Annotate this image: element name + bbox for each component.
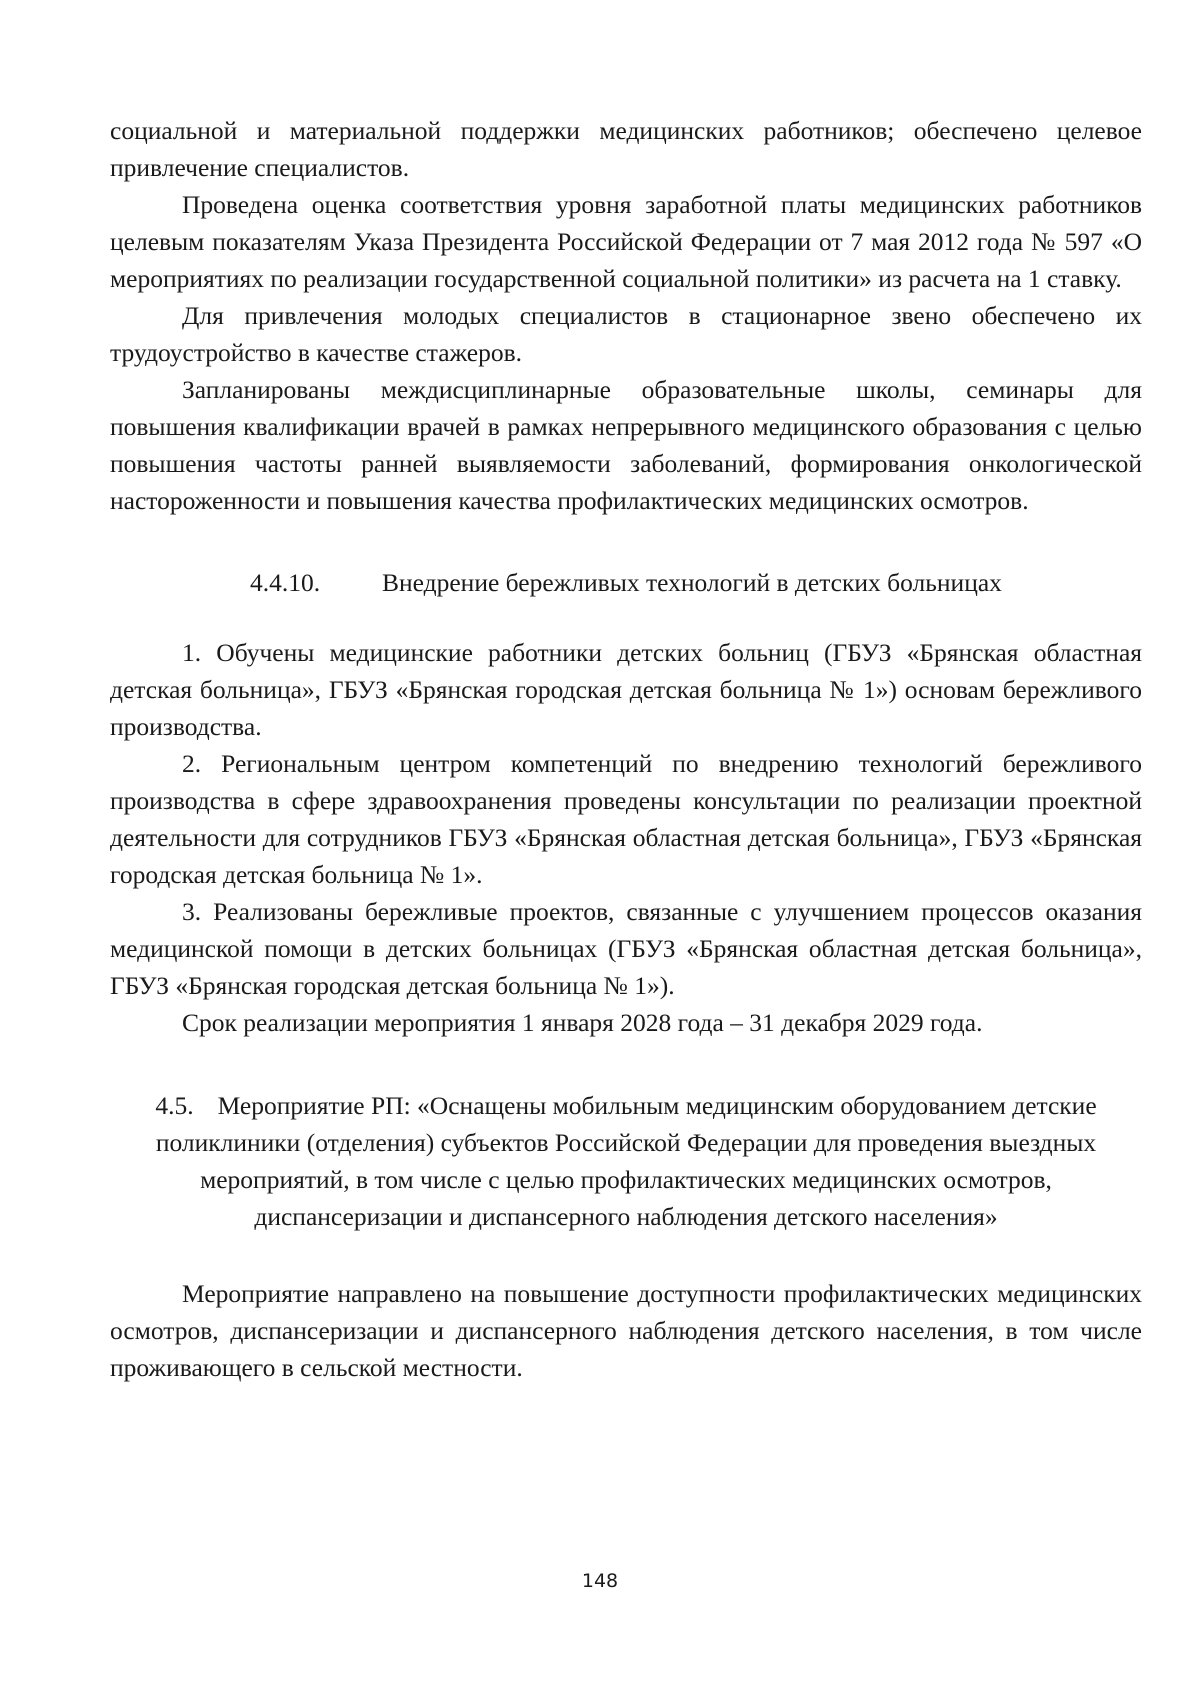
list-item: 3. Реализованы бережливые проектов, связанные с улучшением процессов оказания медицинской помощи в детских больницах (ГБУЗ «Брянская областная детская больница», ГБУЗ «Брянская городская детская больница № 1»). (110, 897, 1142, 1000)
paragraph-young-specialists: Для привлечения молодых специалистов в стационарное звено обеспечено их трудоустройство в качестве стажеров. (110, 301, 1142, 367)
section-heading-4-5 (110, 1087, 1142, 1235)
list-item: 2. Региональным центром компетенций по внедрению технологий бережливого производства в сфере здравоохранения проведены консультации по реализации проектной деятельности для сотрудников ГБУЗ «Брянская областная детская больница», ГБУЗ «Брянская городская детская больница № 1». (110, 749, 1142, 889)
section-number: 4.4.10. (250, 568, 321, 597)
paragraph-event-description: Мероприятие направлено на повышение доступности профилактических медицинских осмотров, диспансеризации и диспансерного наблюдения детского населения, в том числе проживающего в сельской местности. (110, 1279, 1142, 1382)
page-number: 148 (581, 1570, 619, 1592)
paragraph-continuation: социальной и материальной поддержки медицинских работников; обеспечено целевое привлечение специалистов. (110, 116, 1142, 182)
paragraph-salary-assessment: Проведена оценка соответствия уровня заработной платы медицинских работников целевым показателям Указа Президента Российской Федерации от 7 мая 2012 года № 597 «О мероприятиях по реализации государственной социальной политики» из расчета на 1 ставку. (110, 190, 1142, 293)
section-heading-4-4-10 (110, 564, 1142, 601)
paragraph-deadline: Срок реализации мероприятия 1 января 2028 года – 31 декабря 2029 года. (182, 1008, 983, 1037)
section-title: Мероприятие РП: «Оснащены мобильным медицинским оборудованием детские поликлиники (отделения) субъектов Российской Федерации для проведения выездных мероприятий, в том числе с целью профилактических медицинских осмотров, диспансеризации и диспансерного наблюдения детского населения» (155, 1091, 1097, 1231)
list-item: 1. Обучены медицинские работники детских больниц (ГБУЗ «Брянская областная детская больница», ГБУЗ «Брянская городская детская больница № 1») основам бережливого производства. (110, 638, 1142, 741)
section-title: Внедрение бережливых технологий в детских больницах (382, 568, 1002, 597)
section-number: 4.5. (155, 1091, 194, 1120)
paragraph-education-schools: Запланированы междисциплинарные образовательные школы, семинары для повышения квалификации врачей в рамках непрерывного медицинского образования с целью повышения частоты ранней выявляемости заболеваний, формирования онкологической настороженности и повышения качества профилактических медицинских осмотров. (110, 375, 1142, 515)
document-page (110, 112, 1142, 1386)
